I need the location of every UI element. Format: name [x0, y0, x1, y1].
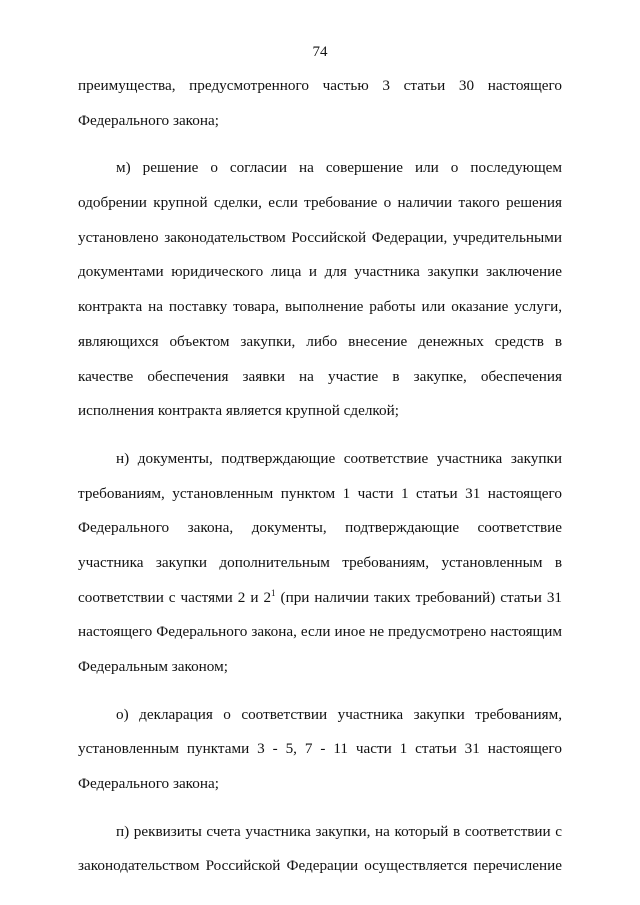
text-line: Федерального закона, документы, подтверждающие соответствие — [78, 519, 562, 537]
text-line: Федерального закона; — [78, 775, 219, 793]
text-line: документами юридического лица и для участника закупки заключение — [78, 263, 562, 281]
superscript: 1 — [271, 587, 276, 598]
text-line: являющихся объектом закупки, либо внесение денежных средств в — [78, 332, 562, 350]
document-body — [78, 78, 562, 893]
text-line: законодательством Российской Федерации осуществляется перечисление — [78, 857, 562, 875]
text-line: Федеральным законом; — [78, 658, 228, 675]
text-line: о) декларация о соответствии участника закупки требованиям, — [116, 705, 562, 723]
text-line: одобрении крупной сделки, если требование о наличии такого решения — [78, 194, 562, 212]
text-line: п) реквизиты счета участника закупки, на который в соответствии с — [116, 822, 562, 840]
text-line-with-superscript — [78, 587, 563, 625]
text-line: настоящего Федерального закона, если иное не предусмотрено настоящим — [78, 623, 562, 641]
text-line: м) решение о согласии на совершение или о последующем — [116, 159, 562, 177]
text-line: требованиям, установленным пунктом 1 части 1 статьи 31 настоящего — [78, 484, 562, 502]
page-number: 74 — [312, 44, 328, 60]
text-line: контракта на поставку товара, выполнение работы или оказание услуги, — [78, 298, 562, 316]
text-line: н) документы, подтверждающие соответствие участника закупки — [116, 449, 562, 467]
line-text-before: соответствии с частями 2 и 2 — [78, 588, 272, 606]
text-line: исполнения контракта является крупной сделкой; — [78, 402, 399, 420]
text-line: качестве обеспечения заявки на участие в закупке, обеспечения — [78, 367, 562, 385]
line-text-after: (при наличии таких требований) статьи 31 — [275, 588, 563, 606]
text-line: установлено законодательством Российской Федерации, учредительными — [78, 228, 562, 246]
text-line: участника закупки дополнительным требованиям, установленным в — [78, 553, 562, 571]
text-line: преимущества, предусмотренного частью 3 статьи 30 настоящего — [78, 77, 562, 94]
text-line: Федерального закона; — [78, 111, 219, 129]
text-line: установленным пунктами 3 - 5, 7 - 11 части 1 статьи 31 настоящего — [78, 740, 562, 758]
